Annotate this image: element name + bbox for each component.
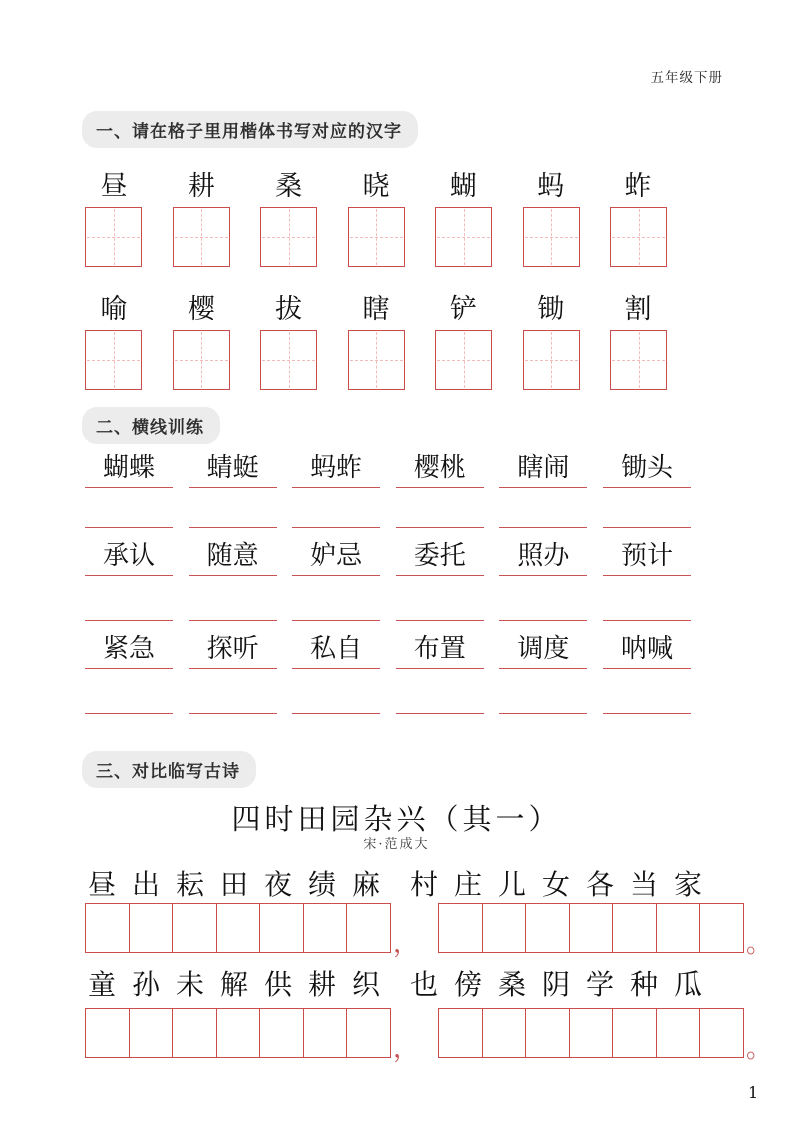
section2-blank-row-1 <box>85 518 691 528</box>
practice-cell <box>438 1008 483 1058</box>
hanzi-char-label: 割 <box>624 294 652 325</box>
practice-cell <box>525 903 570 953</box>
blank-underline <box>85 518 173 528</box>
hanzi-char-label: 蚂 <box>537 171 565 202</box>
word-underline: 承认 <box>85 540 173 576</box>
hanzi-char-label: 桑 <box>275 171 303 202</box>
practice-cell <box>482 1008 527 1058</box>
tianzige-box <box>173 207 230 267</box>
section2-word-row-1 <box>85 452 691 488</box>
blank-underline <box>292 704 380 714</box>
poem-line-2 <box>88 963 718 1003</box>
practice-cell-group <box>85 903 391 953</box>
practice-cell <box>656 1008 701 1058</box>
practice-cell <box>482 903 527 953</box>
hanzi-char-label: 蝴 <box>449 171 477 202</box>
practice-cell <box>346 903 391 953</box>
hanzi-char-label: 喻 <box>100 294 128 325</box>
section1-box-row-2 <box>85 330 667 390</box>
hanzi-char-label: 铲 <box>449 294 477 325</box>
section2-blank-row-2 <box>85 611 691 621</box>
word-underline: 瞎闹 <box>499 452 587 488</box>
section3-title-pill: 三、对比临写古诗 <box>82 751 256 788</box>
word-underline: 樱桃 <box>396 452 484 488</box>
tianzige-box <box>435 207 492 267</box>
section1-char-row-1 <box>85 164 667 203</box>
period-mark: 。 <box>746 1034 773 1065</box>
poem-line-2-first-half: 童孙未解供耕织 <box>88 968 397 1001</box>
word-underline: 照办 <box>499 540 587 576</box>
tianzige-box <box>260 207 317 267</box>
practice-cell-group <box>85 1008 391 1058</box>
hanzi-char-label: 蚱 <box>624 171 652 202</box>
tianzige-box <box>173 330 230 390</box>
section2-blank-row-3 <box>85 704 691 714</box>
practice-cell <box>612 903 657 953</box>
hanzi-char-label: 锄 <box>537 294 565 325</box>
practice-cell <box>259 903 304 953</box>
poem-line-2-second-half: 也傍桑阴学种瓜 <box>410 968 719 1001</box>
practice-cell <box>699 1008 744 1058</box>
tianzige-box <box>348 330 405 390</box>
tianzige-box <box>85 207 142 267</box>
blank-underline <box>603 518 691 528</box>
practice-cell <box>346 1008 391 1058</box>
blank-underline <box>499 518 587 528</box>
comma-mark: ， <box>393 929 420 960</box>
section2-word-row-3 <box>85 633 691 669</box>
section3-header <box>82 751 256 788</box>
hanzi-char-label: 晓 <box>362 171 390 202</box>
practice-cell <box>569 1008 614 1058</box>
word-underline: 呐喊 <box>603 633 691 669</box>
blank-underline <box>499 611 587 621</box>
blank-underline <box>85 611 173 621</box>
blank-underline <box>603 611 691 621</box>
practice-cell <box>569 903 614 953</box>
blank-underline <box>396 704 484 714</box>
blank-underline <box>396 611 484 621</box>
section1-box-row-1 <box>85 207 667 267</box>
poem-practice-row-2 <box>85 1008 774 1065</box>
poem-author: 宋·范成大 <box>363 837 430 852</box>
hanzi-char-label: 昼 <box>100 171 128 202</box>
tianzige-box <box>435 330 492 390</box>
tianzige-box <box>610 330 667 390</box>
tianzige-box <box>260 330 317 390</box>
period-mark: 。 <box>746 929 773 960</box>
word-underline: 蜻蜓 <box>189 452 277 488</box>
section1-title-pill: 一、请在格子里用楷体书写对应的汉字 <box>82 111 418 148</box>
practice-cell <box>172 1008 217 1058</box>
word-underline: 探听 <box>189 633 277 669</box>
word-underline: 蚂蚱 <box>292 452 380 488</box>
practice-cell <box>303 1008 348 1058</box>
hanzi-char-label: 耕 <box>187 171 215 202</box>
section1-char-row-2 <box>85 287 667 326</box>
practice-cell <box>216 1008 261 1058</box>
section2-title-pill: 二、横线训练 <box>82 407 220 444</box>
page-number: 1 <box>748 1083 759 1102</box>
word-underline: 调度 <box>499 633 587 669</box>
blank-underline <box>85 704 173 714</box>
hanzi-char-label: 瞎 <box>362 294 390 325</box>
practice-cell <box>129 903 174 953</box>
hanzi-char-label: 拔 <box>275 294 303 325</box>
section2-header <box>82 407 220 444</box>
section2-word-row-2 <box>85 540 691 576</box>
practice-cell-group <box>438 903 744 953</box>
practice-cell <box>303 903 348 953</box>
section1-header <box>82 111 418 148</box>
practice-cell <box>259 1008 304 1058</box>
blank-underline <box>292 518 380 528</box>
blank-underline <box>396 518 484 528</box>
practice-cell <box>172 903 217 953</box>
word-underline: 妒忌 <box>292 540 380 576</box>
tianzige-box <box>85 330 142 390</box>
practice-cell <box>699 903 744 953</box>
poem-line-1 <box>88 863 718 903</box>
practice-cell <box>85 1008 130 1058</box>
blank-underline <box>189 518 277 528</box>
word-underline: 私自 <box>292 633 380 669</box>
blank-underline <box>189 611 277 621</box>
poem-title: 四时田园杂兴（其一） <box>231 802 562 836</box>
word-underline: 预计 <box>603 540 691 576</box>
blank-underline <box>499 704 587 714</box>
blank-underline <box>292 611 380 621</box>
blank-underline <box>189 704 277 714</box>
tianzige-box <box>610 207 667 267</box>
practice-cell <box>656 903 701 953</box>
practice-cell <box>85 903 130 953</box>
word-underline: 随意 <box>189 540 277 576</box>
poem-practice-row-1 <box>85 903 774 960</box>
practice-cell <box>216 903 261 953</box>
blank-underline <box>603 704 691 714</box>
word-underline: 紧急 <box>85 633 173 669</box>
poem-line-1-second-half: 村庄儿女各当家 <box>410 868 719 901</box>
comma-mark: ， <box>393 1034 420 1065</box>
practice-cell <box>612 1008 657 1058</box>
practice-cell <box>129 1008 174 1058</box>
word-underline: 蝴蝶 <box>85 452 173 488</box>
tianzige-box <box>348 207 405 267</box>
word-underline: 锄头 <box>603 452 691 488</box>
practice-cell <box>525 1008 570 1058</box>
practice-cell-group <box>438 1008 744 1058</box>
word-underline: 委托 <box>396 540 484 576</box>
practice-cell <box>438 903 483 953</box>
tianzige-box <box>523 330 580 390</box>
volume-header-label: 五年级下册 <box>650 70 723 86</box>
hanzi-char-label: 樱 <box>187 294 215 325</box>
poem-line-1-first-half: 昼出耘田夜绩麻 <box>88 868 397 901</box>
word-underline: 布置 <box>396 633 484 669</box>
tianzige-box <box>523 207 580 267</box>
